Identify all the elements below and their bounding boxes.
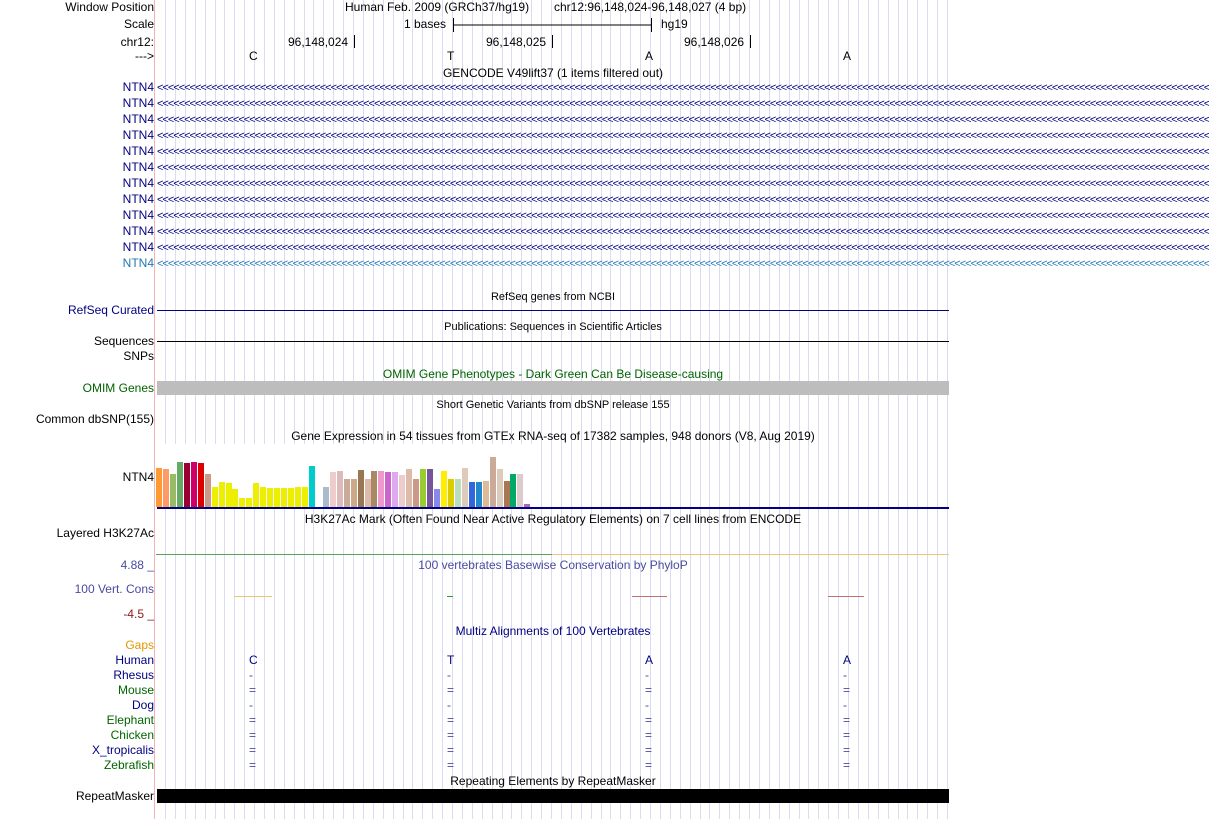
phylop-mark-1: [234, 596, 272, 597]
gencode-row-label[interactable]: NTN4: [122, 224, 154, 238]
gencode-transcript-arrows[interactable]: <<<<<<<<<<<<<<<<<<<<<<<<<<<<<<<<<<<<<<<<<<<<<<<<<<<<<<<<<<<<<<<<<<<<<<<<<<<<<<<<<<<<<<<<<<<<<<<<<<<<<<<<<<<<<<<<<<<<<<<<<<<<<<<<<<<<<<<<<<<<<<<<<<<<<<<<<<<<<<<<<<<<<<<<<<<<<<<<<<<<<<<<<<<<<<<<<<: [157, 130, 1209, 142]
gtex-tissue-bar[interactable]: [239, 498, 245, 507]
alignment-base: T: [447, 653, 455, 667]
ruler-tick-1: 96,148,024: [288, 35, 349, 49]
h3k27ac-track-title[interactable]: H3K27Ac Mark (Often Found Near Active Regulatory Elements) on 7 cell lines from ENCODE: [304, 512, 802, 526]
gtex-tissue-bar[interactable]: [302, 487, 308, 507]
gencode-row-label[interactable]: NTN4: [122, 160, 154, 174]
strand-label[interactable]: --->: [135, 49, 154, 63]
gtex-tissue-bar[interactable]: [462, 468, 468, 507]
gencode-row-label[interactable]: NTN4: [122, 208, 154, 222]
scale-db: hg19: [661, 17, 688, 31]
gencode-transcript-arrows[interactable]: <<<<<<<<<<<<<<<<<<<<<<<<<<<<<<<<<<<<<<<<<<<<<<<<<<<<<<<<<<<<<<<<<<<<<<<<<<<<<<<<<<<<<<<<<<<<<<<<<<<<<<<<<<<<<<<<<<<<<<<<<<<<<<<<<<<<<<<<<<<<<<<<<<<<<<<<<<<<<<<<<<<<<<<<<<<<<<<<<<<<<<<<<<<<<<<<<<: [157, 82, 1209, 94]
repeatmasker-label[interactable]: RepeatMasker: [75, 789, 154, 803]
multiz-track-title[interactable]: Multiz Alignments of 100 Vertebrates: [455, 624, 651, 638]
gtex-tissue-bar[interactable]: [399, 475, 405, 507]
gencode-track-title[interactable]: GENCODE V49lift37 (1 items filtered out): [442, 66, 664, 80]
gtex-tissue-bar[interactable]: [365, 479, 371, 507]
omim-label[interactable]: OMIM Genes: [82, 381, 154, 395]
gtex-track-title[interactable]: Gene Expression in 54 tissues from GTEx RNA-seq of 17382 samples, 948 donors (V8, Aug 2019): [291, 429, 815, 443]
base-2: T: [447, 49, 455, 63]
phylop-mark-2: [447, 596, 453, 597]
refseq-label[interactable]: RefSeq Curated: [67, 303, 154, 317]
window-position-label: Window Position: [65, 0, 154, 14]
gencode-row-label[interactable]: NTN4: [122, 80, 154, 94]
gencode-row-label[interactable]: NTN4: [122, 144, 154, 158]
gtex-tissue-bar[interactable]: [517, 474, 523, 507]
ruler-label: chr12:: [120, 35, 154, 49]
gtex-tissue-bar[interactable]: [490, 457, 496, 507]
alignment-base: =: [249, 743, 257, 757]
species-label[interactable]: Zebrafish: [103, 758, 154, 772]
gtex-tissue-bar[interactable]: [170, 474, 176, 507]
species-label[interactable]: Chicken: [110, 728, 154, 742]
gtex-tissue-bar[interactable]: [274, 488, 280, 507]
scale-bar: [452, 17, 654, 33]
gtex-tissue-bar[interactable]: [420, 469, 426, 507]
species-label[interactable]: Dog: [131, 698, 154, 712]
alignment-base: =: [645, 743, 653, 757]
gencode-transcript-arrows[interactable]: <<<<<<<<<<<<<<<<<<<<<<<<<<<<<<<<<<<<<<<<<<<<<<<<<<<<<<<<<<<<<<<<<<<<<<<<<<<<<<<<<<<<<<<<<<<<<<<<<<<<<<<<<<<<<<<<<<<<<<<<<<<<<<<<<<<<<<<<<<<<<<<<<<<<<<<<<<<<<<<<<<<<<<<<<<<<<<<<<<<<<<<<<<<<<<<<<<: [157, 242, 1209, 254]
alignment-base: -: [447, 668, 451, 682]
gtex-tissue-bar[interactable]: [260, 487, 266, 507]
phylop-min: -4.5 _: [123, 607, 154, 621]
gtex-tissue-bar[interactable]: [510, 474, 516, 507]
gencode-row-label[interactable]: NTN4: [122, 96, 154, 110]
species-label[interactable]: Human: [115, 653, 154, 667]
track-left-border: [154, 0, 155, 819]
omim-gene-block[interactable]: [157, 381, 949, 395]
dbsnp-track-title[interactable]: Short Genetic Variants from dbSNP release 155: [436, 399, 670, 411]
alignment-base: =: [843, 683, 851, 697]
gtex-tissue-bar[interactable]: [323, 487, 329, 507]
repeatmasker-block[interactable]: [157, 789, 949, 803]
gencode-transcript-arrows[interactable]: <<<<<<<<<<<<<<<<<<<<<<<<<<<<<<<<<<<<<<<<<<<<<<<<<<<<<<<<<<<<<<<<<<<<<<<<<<<<<<<<<<<<<<<<<<<<<<<<<<<<<<<<<<<<<<<<<<<<<<<<<<<<<<<<<<<<<<<<<<<<<<<<<<<<<<<<<<<<<<<<<<<<<<<<<<<<<<<<<<<<<<<<<<<<<<<<<<: [157, 162, 1209, 174]
alignment-base: =: [645, 758, 653, 772]
sequences-label[interactable]: Sequences: [93, 334, 154, 348]
sequences-line[interactable]: [157, 341, 949, 342]
gtex-tissue-bar[interactable]: [441, 471, 447, 507]
scale-label: Scale: [123, 17, 154, 31]
gtex-tissue-bar[interactable]: [198, 463, 204, 507]
repeatmasker-track-title[interactable]: Repeating Elements by RepeatMasker: [450, 774, 656, 788]
base-1: C: [249, 49, 258, 63]
position-text[interactable]: chr12:96,148,024-96,148,027 (4 bp): [554, 0, 747, 14]
alignment-base: =: [843, 713, 851, 727]
alignment-base: -: [645, 668, 649, 682]
gencode-transcript-arrows[interactable]: <<<<<<<<<<<<<<<<<<<<<<<<<<<<<<<<<<<<<<<<<<<<<<<<<<<<<<<<<<<<<<<<<<<<<<<<<<<<<<<<<<<<<<<<<<<<<<<<<<<<<<<<<<<<<<<<<<<<<<<<<<<<<<<<<<<<<<<<<<<<<<<<<<<<<<<<<<<<<<<<<<<<<<<<<<<<<<<<<<<<<<<<<<<<<<<<<<: [157, 114, 1209, 126]
alignment-base: =: [843, 728, 851, 742]
alignment-base: =: [249, 713, 257, 727]
gtex-tissue-bar[interactable]: [504, 481, 510, 507]
gtex-tissue-bar[interactable]: [309, 466, 315, 507]
gtex-tissue-bar[interactable]: [378, 471, 384, 507]
gtex-label[interactable]: NTN4: [122, 470, 154, 484]
alignment-base: =: [249, 758, 257, 772]
alignment-base: =: [447, 728, 455, 742]
gtex-tissue-bar[interactable]: [219, 482, 225, 507]
gtex-tissue-bar[interactable]: [476, 482, 482, 507]
dbsnp-label[interactable]: Common dbSNP(155): [35, 412, 154, 426]
species-label[interactable]: X_tropicalis: [91, 743, 154, 757]
gtex-tissue-bar[interactable]: [469, 482, 475, 507]
gencode-transcript-arrows[interactable]: <<<<<<<<<<<<<<<<<<<<<<<<<<<<<<<<<<<<<<<<<<<<<<<<<<<<<<<<<<<<<<<<<<<<<<<<<<<<<<<<<<<<<<<<<<<<<<<<<<<<<<<<<<<<<<<<<<<<<<<<<<<<<<<<<<<<<<<<<<<<<<<<<<<<<<<<<<<<<<<<<<<<<<<<<<<<<<<<<<<<<<<<<<<<<<<<<<: [157, 210, 1209, 222]
alignment-base: =: [447, 758, 455, 772]
phylop-track-title[interactable]: 100 vertebrates Basewise Conservation by PhyloP: [418, 558, 688, 572]
snps-label[interactable]: SNPs: [123, 349, 154, 363]
refseq-track-title[interactable]: RefSeq genes from NCBI: [490, 291, 616, 303]
gtex-tissue-bar[interactable]: [455, 479, 461, 507]
gtex-tissue-bar[interactable]: [281, 488, 287, 507]
gtex-tissue-bar[interactable]: [337, 471, 343, 507]
alignment-base: A: [645, 653, 654, 667]
scale-bases: 1 bases: [404, 17, 447, 31]
gtex-tissue-bar[interactable]: [483, 481, 489, 507]
gtex-tissue-bar[interactable]: [448, 479, 454, 507]
ruler-tick-3: 96,148,026: [684, 35, 745, 49]
gtex-bar-chart[interactable]: [156, 444, 536, 507]
base-4: A: [843, 49, 852, 63]
refseq-gene-line[interactable]: [157, 310, 949, 311]
alignment-base: -: [843, 698, 847, 712]
species-label[interactable]: Elephant: [106, 713, 154, 727]
species-label[interactable]: Rhesus: [113, 668, 154, 682]
gencode-row-label[interactable]: NTN4: [122, 112, 154, 126]
alignment-base: -: [447, 698, 451, 712]
phylop-mark-4: [828, 596, 864, 597]
publications-track-title[interactable]: Publications: Sequences in Scientific Articles: [444, 321, 662, 333]
phylop-label[interactable]: 100 Vert. Cons: [74, 582, 154, 596]
gtex-tissue-bar[interactable]: [392, 472, 398, 507]
alignment-base: =: [645, 683, 653, 697]
alignment-base: =: [843, 743, 851, 757]
gencode-transcript-arrows[interactable]: <<<<<<<<<<<<<<<<<<<<<<<<<<<<<<<<<<<<<<<<<<<<<<<<<<<<<<<<<<<<<<<<<<<<<<<<<<<<<<<<<<<<<<<<<<<<<<<<<<<<<<<<<<<<<<<<<<<<<<<<<<<<<<<<<<<<<<<<<<<<<<<<<<<<<<<<<<<<<<<<<<<<<<<<<<<<<<<<<<<<<<<<<<<<<<<<<<: [157, 98, 1209, 110]
assembly-text: Human Feb. 2009 (GRCh37/hg19): [345, 0, 530, 14]
species-label[interactable]: Mouse: [117, 683, 154, 697]
gtex-tissue-bar[interactable]: [191, 462, 197, 507]
gtex-tissue-bar[interactable]: [413, 479, 419, 507]
ruler-tick-mark-2: [552, 35, 553, 48]
alignment-base: =: [447, 713, 455, 727]
gtex-tissue-bar[interactable]: [427, 469, 433, 507]
gaps-label[interactable]: Gaps: [125, 638, 154, 652]
gtex-tissue-bar[interactable]: [177, 462, 183, 507]
base-3: A: [645, 49, 654, 63]
gencode-transcript-arrows[interactable]: <<<<<<<<<<<<<<<<<<<<<<<<<<<<<<<<<<<<<<<<<<<<<<<<<<<<<<<<<<<<<<<<<<<<<<<<<<<<<<<<<<<<<<<<<<<<<<<<<<<<<<<<<<<<<<<<<<<<<<<<<<<<<<<<<<<<<<<<<<<<<<<<<<<<<<<<<<<<<<<<<<<<<<<<<<<<<<<<<<<<<<<<<<<<<<<<<<: [157, 146, 1209, 158]
alignment-base: -: [843, 668, 847, 682]
alignment-base: A: [843, 653, 852, 667]
gtex-tissue-bar[interactable]: [267, 488, 273, 507]
gtex-tissue-bar[interactable]: [295, 487, 301, 507]
gtex-tissue-bar[interactable]: [156, 468, 162, 507]
gtex-tissue-bar[interactable]: [385, 472, 391, 507]
gtex-tissue-bar[interactable]: [184, 463, 190, 507]
alignment-base: =: [645, 713, 653, 727]
gtex-tissue-bar[interactable]: [344, 479, 350, 507]
gencode-transcript-arrows[interactable]: <<<<<<<<<<<<<<<<<<<<<<<<<<<<<<<<<<<<<<<<<<<<<<<<<<<<<<<<<<<<<<<<<<<<<<<<<<<<<<<<<<<<<<<<<<<<<<<<<<<<<<<<<<<<<<<<<<<<<<<<<<<<<<<<<<<<<<<<<<<<<<<<<<<<<<<<<<<<<<<<<<<<<<<<<<<<<<<<<<<<<<<<<<<<<<<<<<: [157, 226, 1209, 238]
gtex-tissue-bar[interactable]: [351, 479, 357, 507]
gencode-transcript-arrows[interactable]: <<<<<<<<<<<<<<<<<<<<<<<<<<<<<<<<<<<<<<<<<<<<<<<<<<<<<<<<<<<<<<<<<<<<<<<<<<<<<<<<<<<<<<<<<<<<<<<<<<<<<<<<<<<<<<<<<<<<<<<<<<<<<<<<<<<<<<<<<<<<<<<<<<<<<<<<<<<<<<<<<<<<<<<<<<<<<<<<<<<<<<<<<<<<<<<<<<: [157, 258, 1209, 270]
gtex-tissue-bar[interactable]: [163, 469, 169, 507]
ruler-tick-mark-1: [354, 35, 355, 48]
ruler-tick-2: 96,148,025: [486, 35, 547, 49]
alignment-base: =: [447, 683, 455, 697]
gtex-tissue-bar[interactable]: [246, 498, 252, 507]
gencode-row-label[interactable]: NTN4: [122, 240, 154, 254]
gtex-tissue-bar[interactable]: [288, 488, 294, 507]
alignment-base: -: [249, 668, 253, 682]
gtex-tissue-bar[interactable]: [371, 471, 377, 507]
gtex-tissue-bar[interactable]: [406, 469, 412, 507]
gtex-tissue-bar[interactable]: [358, 470, 364, 507]
gencode-transcript-arrows[interactable]: <<<<<<<<<<<<<<<<<<<<<<<<<<<<<<<<<<<<<<<<<<<<<<<<<<<<<<<<<<<<<<<<<<<<<<<<<<<<<<<<<<<<<<<<<<<<<<<<<<<<<<<<<<<<<<<<<<<<<<<<<<<<<<<<<<<<<<<<<<<<<<<<<<<<<<<<<<<<<<<<<<<<<<<<<<<<<<<<<<<<<<<<<<<<<<<<<<: [157, 194, 1209, 206]
alignment-base: =: [843, 758, 851, 772]
gtex-tissue-bar[interactable]: [330, 472, 336, 507]
gtex-tissue-bar[interactable]: [232, 489, 238, 507]
alignment-base: =: [447, 743, 455, 757]
gtex-tissue-bar[interactable]: [226, 483, 232, 507]
alignment-base: -: [645, 698, 649, 712]
ruler-tick-mark-3: [750, 35, 751, 48]
alignment-base: C: [249, 653, 258, 667]
gencode-row-label[interactable]: NTN4: [122, 256, 154, 270]
alignment-base: =: [249, 683, 257, 697]
gtex-tissue-bar[interactable]: [212, 487, 218, 507]
alignment-base: =: [645, 728, 653, 742]
gtex-tissue-bar[interactable]: [497, 469, 503, 507]
gtex-tissue-bar[interactable]: [253, 483, 259, 507]
gtex-tissue-bar[interactable]: [434, 489, 440, 507]
h3k27ac-signal-green: [156, 554, 552, 555]
h3k27ac-label[interactable]: Layered H3K27Ac: [56, 526, 154, 540]
gtex-baseline: [157, 507, 949, 509]
gtex-tissue-bar[interactable]: [205, 474, 211, 507]
gencode-transcript-arrows[interactable]: <<<<<<<<<<<<<<<<<<<<<<<<<<<<<<<<<<<<<<<<<<<<<<<<<<<<<<<<<<<<<<<<<<<<<<<<<<<<<<<<<<<<<<<<<<<<<<<<<<<<<<<<<<<<<<<<<<<<<<<<<<<<<<<<<<<<<<<<<<<<<<<<<<<<<<<<<<<<<<<<<<<<<<<<<<<<<<<<<<<<<<<<<<<<<<<<<<: [157, 178, 1209, 190]
omim-track-title[interactable]: OMIM Gene Phenotypes - Dark Green Can Be Disease-causing: [382, 367, 724, 381]
phylop-mark-3: [632, 596, 667, 597]
alignment-base: -: [249, 698, 253, 712]
gencode-row-label[interactable]: NTN4: [122, 176, 154, 190]
phylop-max: 4.88 _: [120, 558, 154, 572]
alignment-base: =: [249, 728, 257, 742]
h3k27ac-signal-orange: [552, 554, 949, 555]
gencode-row-label[interactable]: NTN4: [122, 128, 154, 142]
gencode-row-label[interactable]: NTN4: [122, 192, 154, 206]
